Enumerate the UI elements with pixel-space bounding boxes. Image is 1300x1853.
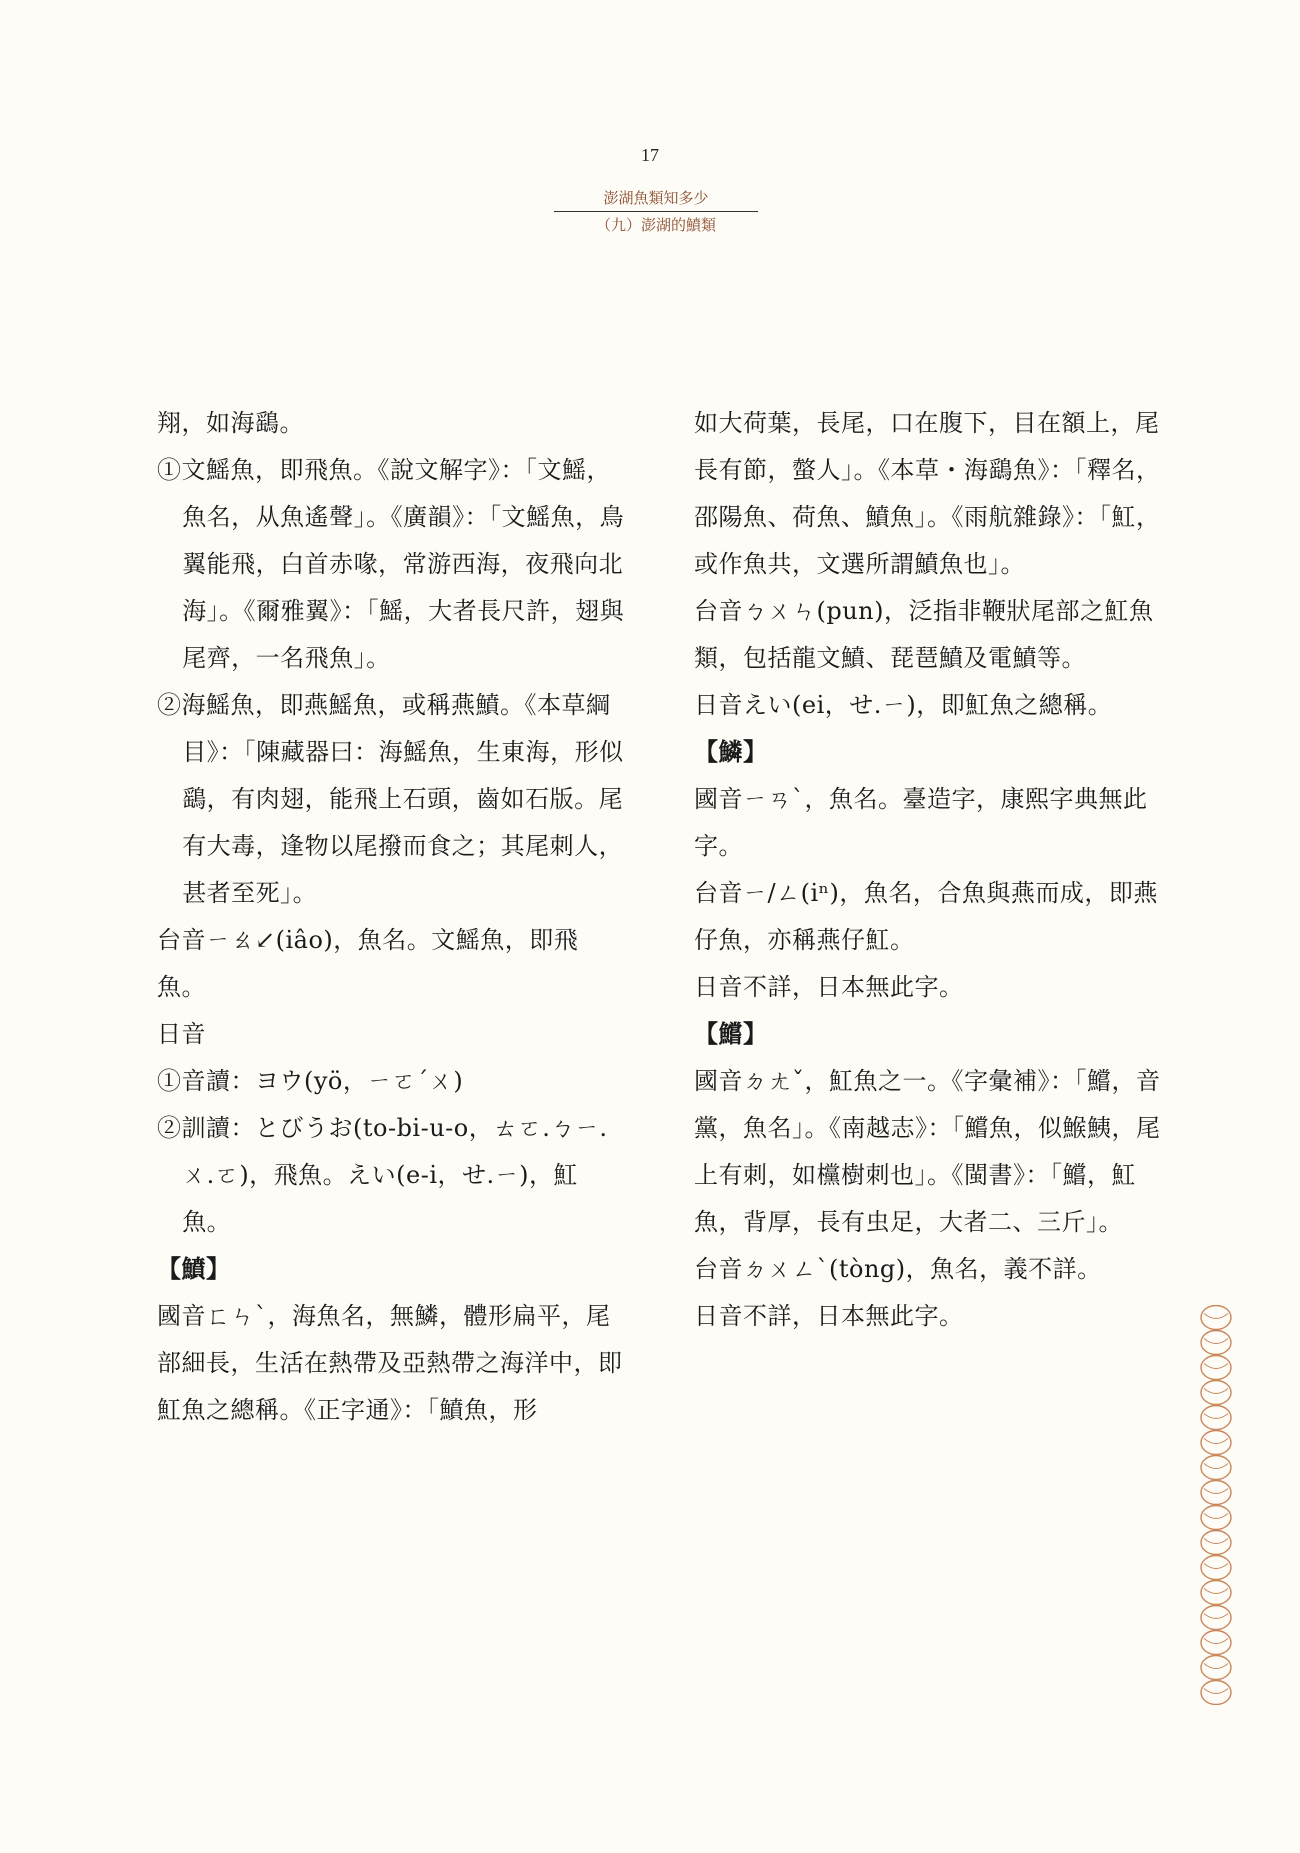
running-header: [554, 188, 758, 236]
paragraph: 如大荷葉，長尾，口在腹下，目在額上，尾長有節，螫人」。《本草・海鷂魚》：「釋名，邵陽魚、荷魚、鱝魚」。《雨航雜錄》：「魟，或作魚共，文選所謂鱝魚也」。: [694, 409, 1161, 578]
ornament-circle: [1201, 1431, 1231, 1455]
ornament-stroke: [1204, 1614, 1228, 1619]
numbered-item: ①音讀：ヨウ(yö，ㄧㄛˊㄨ): [157, 1067, 464, 1095]
ornament-circle: [1201, 1481, 1231, 1505]
page-number: 17: [641, 145, 659, 165]
book-title: 澎湖魚類知多少: [554, 188, 758, 212]
entry-heading: 【鱝】: [157, 1255, 231, 1283]
paragraph: 台音ㄉㄨㄥˋ(tòng)，魚名，義不詳。: [694, 1255, 1102, 1283]
ornament-stroke: [1204, 1564, 1228, 1569]
ornament-stroke: [1204, 1364, 1228, 1369]
paragraph: 日音不詳，日本無此字。: [694, 1302, 964, 1330]
ornament-stroke: [1204, 1389, 1228, 1394]
paragraph: 翔，如海鷂。: [157, 409, 304, 437]
ornament-circle: [1201, 1556, 1231, 1580]
entry-heading: 【鱗】: [694, 738, 768, 766]
ornament-circle: [1201, 1656, 1231, 1680]
paragraph: 國音ㄈㄣˋ，海魚名，無鱗，體形扁平，尾部細長，生活在熱帶及亞熱帶之海洋中，即魟魚之總稱。《正字通》：「鱝魚，形: [157, 1302, 623, 1424]
ornament-circle: [1201, 1631, 1231, 1655]
chapter-title: （九）澎湖的鱝類: [595, 216, 716, 234]
ornament-stroke: [1204, 1339, 1228, 1344]
numbered-item: ②海鰩魚，即燕鰩魚，或稱燕鱝。《本草綱目》：「陳藏器曰：海鰩魚，生東海，形似鷂，有肉翅，能飛上石頭，齒如石版。尾有大毒，逢物以尾撥而食之；其尾刺人，甚者至死」。: [157, 691, 624, 907]
ornament-circle: [1201, 1306, 1231, 1330]
paragraph: 日音えい(ei，せ.ㄧ)，即魟魚之總稱。: [694, 691, 1113, 719]
ornament-circle: [1201, 1406, 1231, 1430]
circle-border-ornament-icon: [1198, 1305, 1234, 1705]
ornament-circle: [1201, 1356, 1231, 1380]
ornament-stroke: [1204, 1414, 1228, 1419]
ornament-circle: [1201, 1606, 1231, 1630]
ornament-stroke: [1204, 1439, 1228, 1444]
paragraph: 台音ㄧ/ㄥ(iⁿ)，魚名，合魚與燕而成，即燕仔魚，亦稱燕仔魟。: [694, 879, 1158, 954]
left-column: [157, 400, 627, 1434]
paragraph: 台音ㄅㄨㄣ(pun)，泛指非鞭狀尾部之魟魚類，包括龍文鱝、琵琶鱝及電鱝等。: [694, 597, 1154, 672]
ornament-circle: [1201, 1681, 1231, 1705]
numbered-item: ①文鰩魚，即飛魚。《說文解字》：「文鰩，魚名，从魚遙聲」。《廣韻》：「文鰩魚，鳥翼能飛，白首赤喙，常游西海，夜飛向北海」。《爾雅翼》：「鰩，大者長尺許，翅與尾齊，一名飛魚」。: [157, 456, 625, 672]
ornament-stroke: [1204, 1689, 1228, 1694]
entry-heading: 【鱨】: [694, 1020, 768, 1048]
paragraph: 台音ㄧㄠ↙(iâo)，魚名。文鰩魚，即飛魚。: [157, 926, 579, 1001]
ornament-stroke: [1204, 1639, 1228, 1644]
ornament-stroke: [1204, 1464, 1228, 1469]
ornament-stroke: [1204, 1664, 1228, 1669]
paragraph: 日音: [157, 1020, 206, 1048]
right-column: [694, 400, 1164, 1340]
ornament-circle: [1201, 1331, 1231, 1355]
ornament-circle: [1201, 1531, 1231, 1555]
ornament-stroke: [1204, 1489, 1228, 1494]
ornament-stroke: [1204, 1539, 1228, 1544]
ornament-stroke: [1204, 1514, 1228, 1519]
ornament-circle: [1201, 1381, 1231, 1405]
paragraph: 日音不詳，日本無此字。: [694, 973, 964, 1001]
ornament-stroke: [1204, 1314, 1228, 1319]
paragraph: 國音ㄧㄢˋ，魚名。臺造字，康熙字典無此字。: [694, 785, 1148, 860]
ornament-circle: [1201, 1581, 1231, 1605]
ornament-circle: [1201, 1456, 1231, 1480]
ornament-stroke: [1204, 1589, 1228, 1594]
numbered-item: ②訓讀：とびうお(to-bi-u-o，ㄊㄛ.ㄅㄧ.ㄨ.ㄛ)，飛魚。えい(e-i，せ.ㄧ)，魟魚。: [157, 1114, 608, 1236]
ornament-circle: [1201, 1506, 1231, 1530]
paragraph: 國音ㄉㄤˇ，魟魚之一。《字彙補》：「鱨，音黨，魚名」。《南越志》：「鱨魚，似鯸鮧，尾上有刺，如欓樹刺也」。《閩書》：「鱨，魟魚，背厚，長有虫足，大者二、三斤」。: [694, 1067, 1161, 1236]
